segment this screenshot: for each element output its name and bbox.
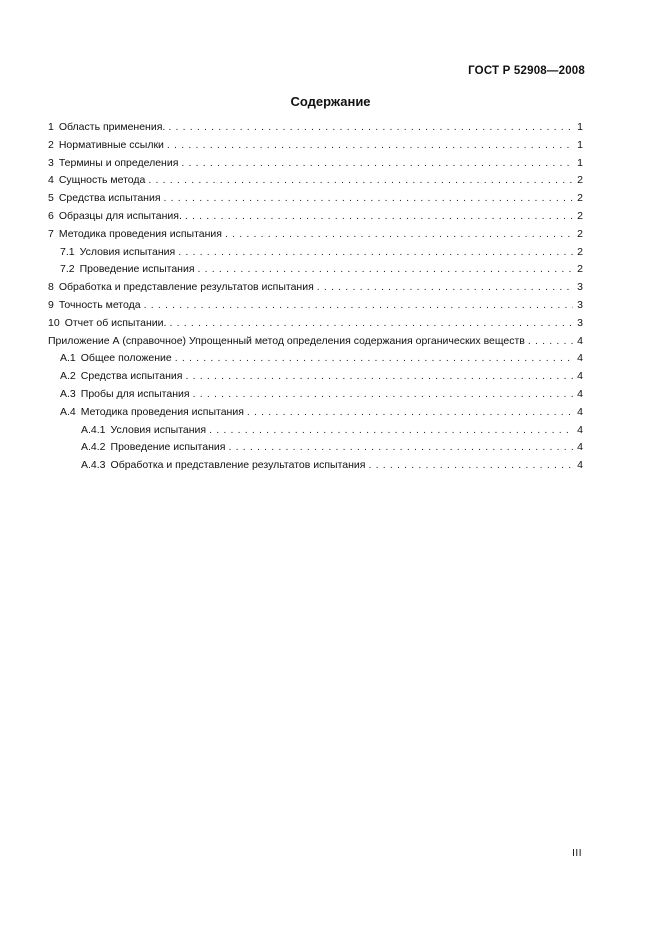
- toc-entry-page: 4: [577, 352, 583, 365]
- toc-entry-number: А.4.3: [81, 459, 106, 472]
- toc-entry[interactable]: [48, 459, 583, 477]
- toc-entry-page: 1: [577, 156, 583, 169]
- toc-dot-leader: [144, 299, 573, 311]
- toc-entry[interactable]: [48, 406, 583, 424]
- toc-entry-page: 3: [577, 298, 583, 311]
- toc-entry[interactable]: [48, 121, 583, 139]
- toc-entry-number: 6: [48, 209, 54, 222]
- toc-entry-number: 9: [48, 298, 54, 311]
- toc-dot-leader: [168, 121, 573, 133]
- toc-dot-leader: [169, 317, 573, 329]
- toc-dot-leader: [528, 335, 573, 347]
- toc-entry-page: 4: [577, 387, 583, 400]
- toc-entry[interactable]: [48, 157, 583, 175]
- toc-entry-title: Отчет об испытании.: [64, 316, 167, 329]
- toc-entry-number: 7: [48, 227, 54, 240]
- toc-dot-leader: [228, 441, 573, 453]
- toc-dot-leader: [198, 263, 573, 275]
- toc-entry-number: 2: [48, 138, 54, 151]
- toc-entry-page: 4: [577, 423, 583, 436]
- toc-entry-title: Проведение испытания: [110, 441, 226, 454]
- toc-dot-leader: [178, 246, 573, 258]
- toc-entry-number: А.4.1: [81, 423, 106, 436]
- toc-entry[interactable]: [48, 210, 583, 228]
- toc-entry[interactable]: [48, 246, 583, 264]
- toc-entry-page: 1: [577, 138, 583, 151]
- toc-entry-number: 10: [48, 316, 60, 329]
- toc-entry-number: А.4.2: [81, 441, 106, 454]
- toc-entry-title: Общее положение: [80, 352, 172, 365]
- toc-entry-title: Условия испытания: [79, 245, 176, 258]
- toc-entry-title: Методика проведения испытания: [80, 405, 244, 418]
- toc-dot-leader: [175, 352, 573, 364]
- toc-entry-title: Образцы для испытания.: [58, 209, 182, 222]
- toc-entry-title: Условия испытания: [110, 423, 207, 436]
- table-of-contents: [48, 121, 583, 477]
- document-code-header: ГОСТ Р 52908—2008: [468, 65, 585, 77]
- toc-entry[interactable]: [48, 335, 583, 353]
- toc-dot-leader: [247, 406, 573, 418]
- toc-entry-page: 4: [577, 405, 583, 418]
- toc-entry-title: Средства испытания: [80, 370, 183, 383]
- toc-entry-title: Область применения.: [58, 121, 166, 133]
- toc-dot-leader: [185, 370, 573, 382]
- toc-entry-title: Точность метода: [58, 298, 141, 311]
- toc-entry-number: А.1: [60, 352, 76, 365]
- toc-entry[interactable]: [48, 388, 583, 406]
- toc-entry-page: 3: [577, 316, 583, 329]
- toc-dot-leader: [317, 281, 573, 293]
- toc-entry-number: А.2: [60, 370, 76, 383]
- toc-entry-title: Методика проведения испытания: [58, 227, 222, 240]
- toc-entry[interactable]: [48, 228, 583, 246]
- toc-entry-page: 4: [577, 459, 583, 472]
- toc-entry-page: 4: [577, 441, 583, 454]
- toc-dot-leader: [167, 139, 573, 151]
- toc-entry-title: Средства испытания: [58, 192, 161, 205]
- toc-entry[interactable]: [48, 424, 583, 442]
- toc-dot-leader: [193, 388, 573, 400]
- toc-entry-page: 2: [577, 245, 583, 258]
- toc-entry[interactable]: [48, 174, 583, 192]
- toc-title: Содержание: [290, 94, 371, 109]
- toc-entry[interactable]: [48, 317, 583, 335]
- toc-entry-page: 3: [577, 281, 583, 294]
- toc-entry-page: 4: [577, 370, 583, 383]
- toc-entry[interactable]: [48, 281, 583, 299]
- toc-entry-number: 4: [48, 174, 54, 187]
- toc-dot-leader: [209, 424, 573, 436]
- toc-entry-title: Пробы для испытания: [80, 387, 190, 400]
- toc-entry-title: Приложение А (справочное) Упрощенный метод определения содержания органических веществ: [48, 334, 525, 347]
- toc-entry-title: Обработка и представление результатов испытания: [110, 459, 366, 472]
- toc-entry-page: 2: [577, 174, 583, 187]
- toc-entry[interactable]: [48, 370, 583, 388]
- toc-entry-page: 2: [577, 192, 583, 205]
- toc-entry-title: Сущность метода: [58, 174, 146, 187]
- toc-entry-number: 8: [48, 281, 54, 294]
- toc-entry-page: 4: [577, 334, 583, 347]
- toc-dot-leader: [185, 210, 573, 222]
- toc-entry-page: 2: [577, 263, 583, 276]
- toc-entry-number: 5: [48, 192, 54, 205]
- toc-dot-leader: [368, 459, 573, 471]
- page-number: III: [572, 848, 582, 859]
- toc-entry-page: 2: [577, 209, 583, 222]
- toc-entry[interactable]: [48, 139, 583, 157]
- toc-entry[interactable]: [48, 352, 583, 370]
- toc-entry[interactable]: [48, 441, 583, 459]
- toc-entry-page: 1: [577, 121, 583, 133]
- toc-entry-number: 3: [48, 156, 54, 169]
- toc-dot-leader: [181, 157, 573, 169]
- toc-entry-number: 7.1: [60, 245, 75, 258]
- toc-dot-leader: [225, 228, 573, 240]
- toc-entry-page: 2: [577, 227, 583, 240]
- toc-entry[interactable]: [48, 299, 583, 317]
- toc-entry-title: Обработка и представление результатов испытания: [58, 281, 314, 294]
- toc-entry-title: Проведение испытания: [79, 263, 195, 276]
- toc-entry-title: Нормативные ссылки: [58, 138, 164, 151]
- toc-dot-leader: [148, 174, 573, 186]
- toc-entry-number: 1: [48, 121, 54, 133]
- toc-entry-title: Термины и определения: [58, 156, 179, 169]
- toc-entry-number: А.4: [60, 405, 76, 418]
- toc-entry[interactable]: [48, 192, 583, 210]
- toc-entry-number: А.3: [60, 387, 76, 400]
- toc-entry[interactable]: [48, 263, 583, 281]
- toc-dot-leader: [164, 192, 573, 204]
- toc-entry-number: 7.2: [60, 263, 75, 276]
